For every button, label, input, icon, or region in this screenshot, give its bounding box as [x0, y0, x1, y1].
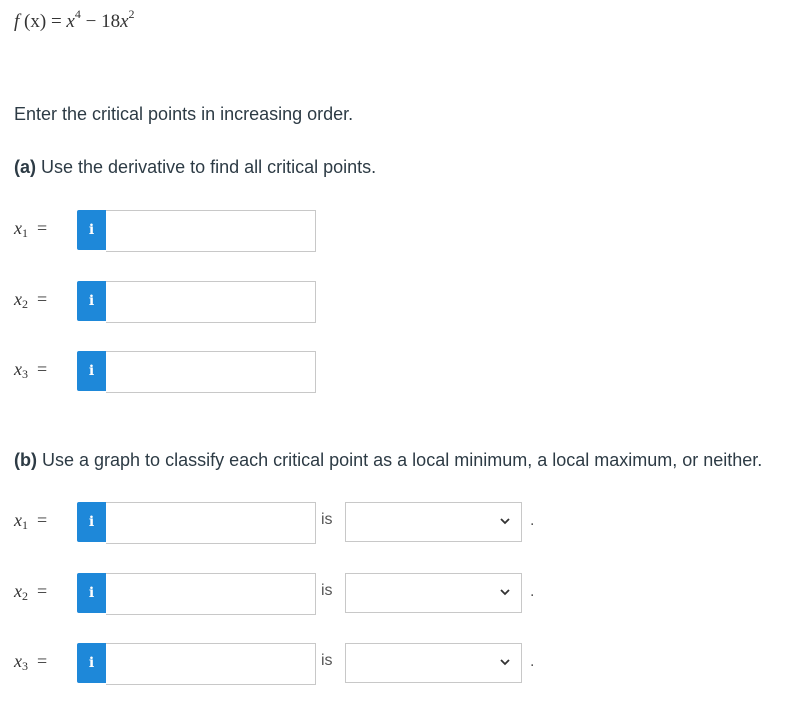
answer-input-b1[interactable]	[106, 502, 316, 544]
is-label: is	[321, 582, 333, 599]
info-icon[interactable]: i	[77, 573, 106, 613]
formula-equals: =	[50, 11, 62, 32]
part-b-row-3	[0, 643, 809, 683]
part-a-row-2	[0, 281, 809, 321]
info-icon[interactable]: i	[77, 502, 106, 542]
formula-f: f	[14, 11, 20, 32]
answer-input-b3[interactable]	[106, 643, 316, 685]
answer-input-a3[interactable]	[106, 351, 316, 393]
instruction-text: Enter the critical points in increasing order.	[14, 104, 354, 124]
answer-input-b2[interactable]	[106, 573, 316, 615]
part-a-row-1	[0, 210, 809, 250]
is-label: is	[321, 511, 333, 528]
var-label: $x_2$ =	[14, 581, 48, 603]
function-formula: f $(x) = x^4 - 18x^2$	[14, 6, 135, 32]
is-label: is	[321, 652, 333, 669]
part-b-row-2	[0, 573, 809, 613]
part-b-text: Use a graph to classify each critical point as a local minimum, a local maximum, or neither.	[42, 450, 763, 470]
chevron-down-icon	[499, 587, 511, 597]
part-a-text: Use the derivative to find all critical points.	[41, 157, 377, 177]
info-icon[interactable]: i	[77, 351, 106, 391]
classification-select-2[interactable]	[345, 573, 522, 613]
formula-minus: −	[85, 11, 97, 32]
part-b-label: (b)	[14, 450, 37, 470]
part-a-prompt	[14, 157, 376, 178]
var-label: $x_1$ =	[14, 218, 48, 240]
var-label: $x_2$ =	[14, 289, 48, 311]
chevron-down-icon	[499, 657, 511, 667]
formula-exp2: 2	[128, 6, 135, 21]
period: .	[530, 512, 535, 529]
part-a-row-3	[0, 351, 809, 391]
var-label: $x_3$ =	[14, 651, 48, 673]
part-b-row-1	[0, 502, 809, 542]
chevron-down-icon	[499, 516, 511, 526]
classification-select-3[interactable]	[345, 643, 522, 683]
period: .	[530, 653, 535, 670]
info-icon[interactable]: i	[77, 281, 106, 321]
part-b-prompt	[14, 450, 762, 471]
formula-x: x	[66, 11, 75, 32]
info-icon[interactable]: i	[77, 210, 106, 250]
formula-exp4: 4	[74, 6, 81, 21]
formula-coef: 18	[101, 11, 121, 32]
part-a-label: (a)	[14, 157, 36, 177]
var-label: $x_3$ =	[14, 359, 48, 381]
answer-input-a1[interactable]	[106, 210, 316, 252]
answer-input-a2[interactable]	[106, 281, 316, 323]
var-label: $x_1$ =	[14, 510, 48, 532]
period: .	[530, 583, 535, 600]
classification-select-1[interactable]	[345, 502, 522, 542]
info-icon[interactable]: i	[77, 643, 106, 683]
formula-arg: (x)	[24, 11, 47, 32]
